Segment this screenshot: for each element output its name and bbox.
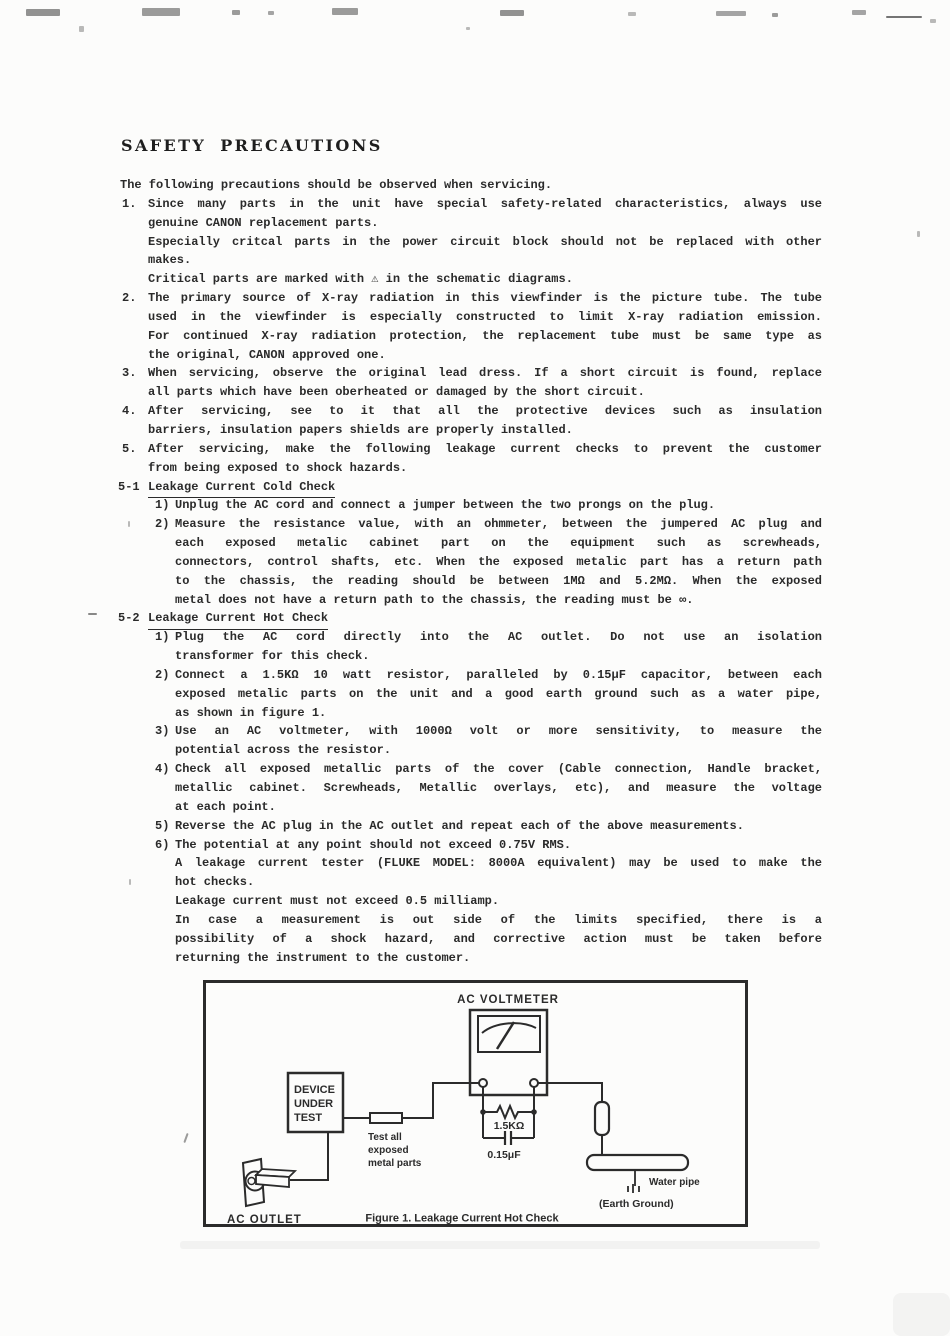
scan-speck — [930, 19, 936, 23]
voltmeter-icon — [470, 1010, 547, 1095]
text-line — [120, 609, 822, 628]
line-prefix: 2. — [122, 291, 137, 306]
scan-speck — [26, 9, 60, 16]
text-line — [120, 572, 822, 591]
svg-text:TEST: TEST — [294, 1112, 323, 1124]
text-line — [120, 704, 822, 723]
line-prefix: 5-2 — [118, 611, 140, 626]
line-text: Leakage current must not exceed 0.5 milliamp. — [175, 894, 500, 909]
line-text: makes. — [148, 253, 192, 268]
scan-speck — [142, 8, 180, 16]
text-line — [120, 270, 822, 289]
line-text: used in the viewfinder is especially constructed to limit X-ray radiation emission. — [148, 309, 822, 324]
text-line — [120, 534, 822, 553]
line-text: possibility of a shock hazard, and corrective action must be taken before — [175, 931, 822, 946]
line-text: Especially critcal parts in the power circuit block should not be replaced with other — [148, 234, 822, 249]
text-line — [120, 591, 822, 610]
line-text: hot checks. — [175, 875, 255, 890]
text-line — [120, 666, 822, 685]
text-line — [120, 176, 822, 195]
text-line — [120, 233, 822, 252]
scan-speck — [716, 11, 746, 16]
line-prefix: 4) — [155, 762, 170, 777]
line-text: exposed metalic parts on the unit and a good earth ground such as a water pipe, — [175, 686, 822, 701]
line-prefix: 1) — [155, 630, 170, 645]
text-line — [120, 911, 822, 930]
earth-ground-icon — [628, 1170, 639, 1193]
line-text: Use an AC voltmeter, with 1000Ω volt or more sensitivity, to measure the — [175, 724, 822, 739]
text-line — [120, 251, 822, 270]
line-text: Reverse the AC plug in the AC outlet and repeat each of the above measurements. — [175, 818, 744, 833]
scan-speck — [886, 16, 922, 18]
scan-blob — [893, 1293, 950, 1336]
line-prefix: 3) — [155, 724, 170, 739]
line-prefix: 3. — [122, 366, 137, 381]
line-text: all parts which have been oberheated or damaged by the short circuit. — [148, 385, 645, 400]
scan-speck — [79, 26, 84, 32]
text-line — [120, 722, 822, 741]
wire-left — [402, 1083, 479, 1118]
text-line — [120, 440, 822, 459]
text-line — [120, 496, 822, 515]
text-line — [120, 421, 822, 440]
device-under-test-box — [288, 1073, 343, 1132]
wire-device-plug — [290, 1132, 328, 1180]
scan-speck — [917, 231, 920, 237]
line-text: When servicing, observe the original lead dress. If a short circuit is found, replace — [148, 366, 822, 381]
line-text: In case a measurement is out side of the limits specified, there is a — [175, 912, 822, 927]
line-text: Check all exposed metallic parts of the cover (Cable connection, Handle bracket, — [175, 762, 822, 777]
line-prefix: 5-1 — [118, 479, 140, 494]
text-line — [120, 741, 822, 760]
text-line — [120, 327, 822, 346]
text-line — [120, 685, 822, 704]
scan-speck — [268, 11, 274, 15]
line-text: Connect a 1.5KΩ 10 watt resistor, paralleled by 0.15μF capacitor, between each — [175, 667, 822, 682]
line-text: to the chassis, the reading should be between 1MΩ and 5.2MΩ. When the exposed — [175, 573, 822, 588]
line-text: returning the instrument to the customer. — [175, 950, 471, 965]
scan-speck — [332, 8, 358, 15]
line-prefix: 5. — [122, 441, 137, 456]
svg-text:UNDER: UNDER — [294, 1098, 334, 1110]
line-text: as shown in figure 1. — [175, 705, 327, 720]
svg-text:Test all: Test all — [368, 1132, 402, 1143]
text-line — [120, 459, 822, 478]
scan-speck — [88, 613, 97, 615]
text-line — [120, 760, 822, 779]
svg-text:DEVICE: DEVICE — [294, 1084, 335, 1096]
line-text: metal does not have a return path to the chassis, the reading must be ∞. — [175, 592, 694, 607]
test-parts-label — [368, 1132, 422, 1169]
ac-voltmeter-label: AC VOLTMETER — [457, 994, 559, 1006]
line-text: transformer for this check. — [175, 649, 370, 664]
line-text: the original, CANON approved one. — [148, 347, 386, 362]
line-text: Critical parts are marked with ⚠ in the schematic diagrams. — [148, 272, 573, 287]
line-text: genuine CANON replacement parts. — [148, 215, 379, 230]
text-line — [120, 195, 822, 214]
line-prefix: 2) — [155, 667, 170, 682]
ground-clamp-icon — [595, 1102, 609, 1135]
figure-border — [205, 982, 747, 1226]
line-text: A leakage current tester (FLUKE MODEL: 8000A equivalent) may be used to make the — [175, 856, 822, 871]
scan-speck — [500, 10, 524, 16]
line-text: potential across the resistor. — [175, 743, 392, 758]
scan-speck — [232, 10, 240, 15]
line-text: After servicing, make the following leakage current checks to prevent the customer — [148, 441, 822, 456]
text-line — [120, 817, 822, 836]
line-text: After servicing, see to it that all the protective devices such as insulation — [148, 404, 822, 419]
text-line — [120, 873, 822, 892]
earth-ground-label: (Earth Ground) — [599, 1198, 674, 1210]
line-text: each exposed metalic cabinet part on the equipment such as screwheads, — [175, 536, 822, 551]
line-text: from being exposed to shock hazards. — [148, 460, 408, 475]
line-text: Unplug the AC cord and connect a jumper between the two prongs on the plug. — [175, 498, 716, 513]
line-prefix: 6) — [155, 837, 170, 852]
line-text: The following precautions should be observed when servicing. — [120, 178, 553, 192]
line-prefix: 1) — [155, 498, 170, 513]
text-line — [120, 553, 822, 572]
test-probe-icon — [370, 1113, 402, 1123]
line-text: Since many parts in the unit have special safety-related characteristics, always use — [148, 196, 822, 211]
scan-speck — [852, 10, 866, 15]
page-title: SAFETY PRECAUTIONS — [121, 136, 383, 155]
scan-speck — [772, 13, 778, 17]
text-line — [120, 346, 822, 365]
line-text: barriers, insulation papers shields are properly installed. — [148, 422, 573, 437]
ac-outlet-label: AC OUTLET — [227, 1214, 302, 1226]
scan-speck — [183, 1133, 188, 1143]
text-line — [120, 214, 822, 233]
line-text: connectors, control shafts, etc. When the exposed metalic part has a return path — [175, 554, 822, 569]
leakage-hot-check-diagram — [203, 980, 748, 1228]
capacitor-value-label: 0.15μF — [487, 1149, 521, 1161]
text-line — [120, 798, 822, 817]
text-line — [120, 930, 822, 949]
svg-text:exposed: exposed — [368, 1145, 409, 1156]
scan-speck — [628, 12, 636, 16]
line-text: at each point. — [175, 799, 276, 814]
line-text: The potential at any point should not exceed 0.75V RMS. — [175, 837, 572, 852]
text-line — [120, 854, 822, 873]
line-prefix: 4. — [122, 404, 137, 419]
svg-text:metal parts: metal parts — [368, 1158, 422, 1169]
line-text: Leakage Current Cold Check — [148, 478, 335, 499]
figure-1 — [203, 980, 748, 1228]
text-line — [120, 402, 822, 421]
text-line — [120, 628, 822, 647]
water-pipe-label: Water pipe — [649, 1177, 700, 1188]
text-line — [120, 892, 822, 911]
text-line — [120, 515, 822, 534]
scan-speck — [466, 27, 470, 30]
text-line — [120, 836, 822, 855]
document-body — [120, 176, 822, 967]
line-text: metallic cabinet. Screwheads, Metallic overlays, etc), and measure the voltage — [175, 781, 822, 795]
text-line — [120, 647, 822, 666]
text-line — [120, 289, 822, 308]
text-line — [120, 779, 822, 798]
water-pipe-icon — [587, 1155, 688, 1170]
figure-caption: Figure 1. Leakage Current Hot Check — [365, 1212, 559, 1225]
line-text: Measure the resistance value, with an ohmmeter, between the jumpered AC plug and — [175, 517, 822, 532]
resistor-value-label: 1.5KΩ — [493, 1120, 525, 1132]
text-line — [120, 383, 822, 402]
line-prefix: 1. — [122, 196, 137, 211]
line-text: For continued X-ray radiation protection, the replacement tube must be same type as — [148, 328, 822, 343]
line-text: The primary source of X-ray radiation in this viewfinder is the picture tube. The tube — [148, 291, 822, 306]
text-line — [120, 364, 822, 383]
text-line — [120, 308, 822, 327]
text-line — [120, 949, 822, 968]
line-prefix: 2) — [155, 517, 170, 532]
ac-outlet-icon — [243, 1159, 295, 1206]
text-line — [120, 478, 822, 497]
line-text: Plug the AC cord directly into the AC outlet. Do not use an isolation — [175, 630, 822, 645]
line-text: Leakage Current Hot Check — [148, 609, 328, 630]
scan-band — [180, 1241, 820, 1249]
line-prefix: 5) — [155, 818, 170, 833]
